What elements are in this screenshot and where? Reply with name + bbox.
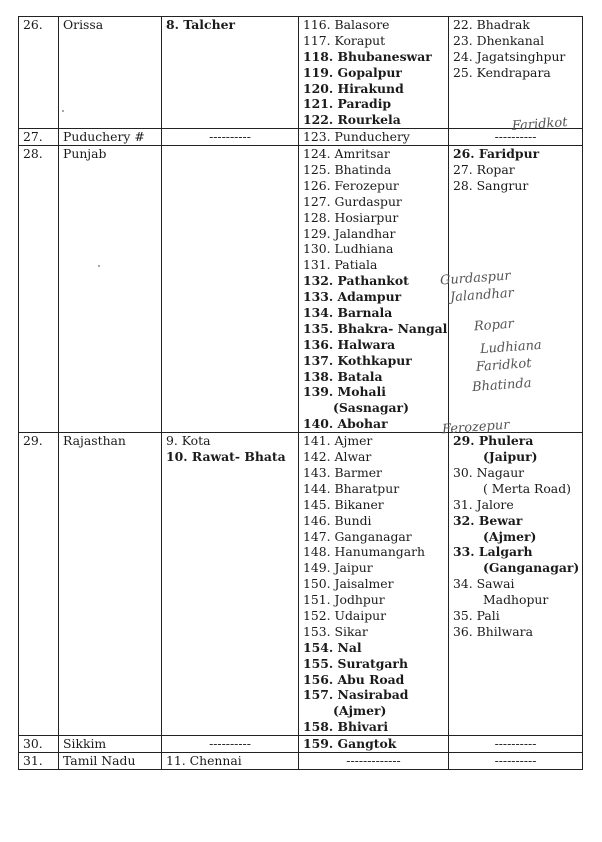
cell-line: 152. Udaipur [303, 607, 387, 623]
cell-line: 137. Kothkapur [303, 352, 412, 368]
dash-placeholder: ---------- [494, 736, 537, 752]
cell-line: 148. Hanumangarh [303, 544, 426, 560]
serial-number-cell [19, 752, 59, 769]
cell-line: 25. Kendrapara [453, 64, 551, 80]
international-airports-cell [162, 129, 299, 146]
handwritten-note: Ropar [473, 316, 515, 335]
cell-line: 30. [23, 736, 43, 752]
cell-line: 146. Bundi [303, 512, 372, 528]
cell-line: 29. Phulera [453, 433, 534, 449]
cell-line: 155. Suratgarh [303, 655, 408, 671]
cell-line: Tamil Nadu [63, 752, 136, 768]
domestic-airports-cell [299, 146, 449, 433]
cell-line: 142. Alwar [303, 449, 372, 465]
cell-line: ( Merta Road) [483, 480, 571, 496]
serial-number-cell [19, 17, 59, 129]
state-cell [59, 146, 162, 433]
domestic-airports-cell [299, 17, 449, 129]
cell-line: 123. Punduchery [303, 129, 410, 145]
state-cell [59, 17, 162, 129]
cell-line: Punjab [63, 146, 107, 162]
handwritten-note: Ferozepur [441, 417, 510, 438]
cell-line: 153. Sikar [303, 623, 368, 639]
cell-line: 140. Abohar [303, 416, 388, 432]
international-airports-cell [162, 17, 299, 129]
dash-placeholder: ---------- [494, 129, 537, 145]
other-airports-cell [449, 17, 583, 129]
cell-line: 119. Gopalpur [303, 64, 402, 80]
cell-line: 23. Dhenkanal [453, 32, 545, 48]
cell-line: 26. [23, 17, 43, 32]
cell-line: 11. Chennai [166, 752, 242, 768]
cell-line: 135. Bhakra- Nangal [303, 320, 448, 336]
cell-line: 116. Balasore [303, 17, 390, 32]
cell-line: (Ajmer) [483, 528, 537, 544]
cell-line: 151. Jodhpur [303, 592, 385, 608]
handwritten-note: Bhatinda [471, 375, 532, 396]
cell-line: 136. Halwara [303, 336, 396, 352]
cell-line: 143. Barmer [303, 464, 382, 480]
handwritten-note: Faridkot [475, 356, 532, 375]
domestic-airports-cell [299, 433, 449, 736]
dash-placeholder: ---------- [209, 129, 251, 145]
handwritten-note: Ludhiana [479, 337, 543, 358]
cell-line: 158. Bhivari [303, 719, 389, 735]
state-cell [59, 433, 162, 736]
cell-line: Madhopur [483, 592, 549, 608]
cell-line: 27. Ropar [453, 162, 515, 178]
cell-line: 147. Ganganagar [303, 528, 412, 544]
cell-line: 35. Pali [453, 607, 500, 623]
serial-number-cell [19, 433, 59, 736]
domestic-airports-cell [299, 752, 449, 769]
cell-line: 29. [23, 433, 43, 449]
cell-line: 124. Amritsar [303, 146, 390, 162]
cell-line: 34. Sawai [453, 576, 515, 592]
cell-line: 30. Nagaur [453, 464, 525, 480]
handwritten-note: Gurdaspur [439, 268, 512, 289]
cell-line: 132. Pathankot [303, 273, 409, 289]
other-airports-cell [449, 736, 583, 753]
cell-line: 121. Paradip [303, 96, 392, 112]
dash-placeholder: ------------- [346, 752, 401, 768]
table-row [19, 129, 583, 146]
cell-line: 159. Gangtok [303, 736, 397, 752]
cell-line: 145. Bikaner [303, 496, 384, 512]
international-airports-cell [162, 146, 299, 433]
international-airports-cell [162, 433, 299, 736]
cell-line: 22. Bhadrak [453, 17, 530, 32]
domestic-airports-cell [299, 129, 449, 146]
cell-line: 125. Bhatinda [303, 162, 392, 178]
cell-line: 130. Ludhiana [303, 241, 394, 257]
cell-line: 157. Nasirabad [303, 687, 409, 703]
cell-line: 141. Ajmer [303, 433, 373, 449]
cell-line: 131. Patiala [303, 257, 378, 273]
cell-line: 8. Talcher [166, 17, 235, 32]
state-cell [59, 752, 162, 769]
cell-line: 31. Jalore [453, 496, 514, 512]
international-airports-cell [162, 736, 299, 753]
serial-number-cell [19, 129, 59, 146]
domestic-airports-cell [299, 736, 449, 753]
cell-line: 138. Batala [303, 368, 383, 384]
cell-line: (Ganganagar) [483, 560, 580, 576]
cell-line: 32. Bewar [453, 512, 523, 528]
serial-number-cell [19, 146, 59, 433]
other-airports-cell [449, 752, 583, 769]
cell-line: 144. Bharatpur [303, 480, 400, 496]
cell-line: 24. Jagatsinghpur [453, 48, 566, 64]
scan-speck [62, 110, 64, 112]
cell-line: Rajasthan [63, 433, 126, 449]
cell-line: Sikkim [63, 736, 107, 752]
cell-line: 31. [23, 752, 43, 768]
cell-line: (Sasnagar) [333, 400, 409, 416]
cell-line: 10. Rawat- Bhata [166, 449, 286, 465]
table-row [19, 736, 583, 753]
cell-line: 134. Barnala [303, 305, 393, 321]
cell-line: 36. Bhilwara [453, 623, 533, 639]
cell-line: 129. Jalandhar [303, 225, 396, 241]
cell-line: 122. Rourkela [303, 112, 401, 128]
cell-line: 127. Gurdaspur [303, 193, 402, 209]
international-airports-cell [162, 752, 299, 769]
cell-line: 139. Mohali [303, 384, 386, 400]
state-cell [59, 129, 162, 146]
table-row [19, 17, 583, 129]
cell-line: 117. Koraput [303, 32, 386, 48]
cell-line: (Jaipur) [483, 449, 538, 465]
cell-line: 133. Adampur [303, 289, 402, 305]
cell-line: 156. Abu Road [303, 671, 405, 687]
dash-placeholder: ---------- [209, 736, 251, 752]
scan-speck [98, 265, 100, 267]
cell-line: 33. Lalgarh [453, 544, 533, 560]
dash-placeholder: ---------- [494, 752, 537, 768]
cell-line: 150. Jaisalmer [303, 576, 394, 592]
cell-line: 9. Kota [166, 433, 211, 449]
cell-line: 118. Bhubaneswar [303, 48, 432, 64]
cell-line: 28. [23, 146, 43, 162]
cell-line: 126. Ferozepur [303, 177, 399, 193]
table-row [19, 752, 583, 769]
table-row [19, 433, 583, 736]
other-airports-cell [449, 433, 583, 736]
cell-line: Orissa [63, 17, 104, 32]
cell-line: 120. Hirakund [303, 80, 404, 96]
state-cell [59, 736, 162, 753]
cell-line: Puduchery # [63, 129, 145, 145]
cell-line: (Ajmer) [333, 703, 387, 719]
serial-number-cell [19, 736, 59, 753]
handwritten-note: Faridkot [511, 115, 568, 134]
cell-line: 154. Nal [303, 639, 362, 655]
handwritten-note: Jalandhar [449, 285, 515, 306]
cell-line: 28. Sangrur [453, 177, 529, 193]
cell-line: 128. Hosiarpur [303, 209, 399, 225]
cell-line: 149. Jaipur [303, 560, 373, 576]
cell-line: 27. [23, 129, 43, 145]
cell-line: 26. Faridpur [453, 146, 540, 162]
